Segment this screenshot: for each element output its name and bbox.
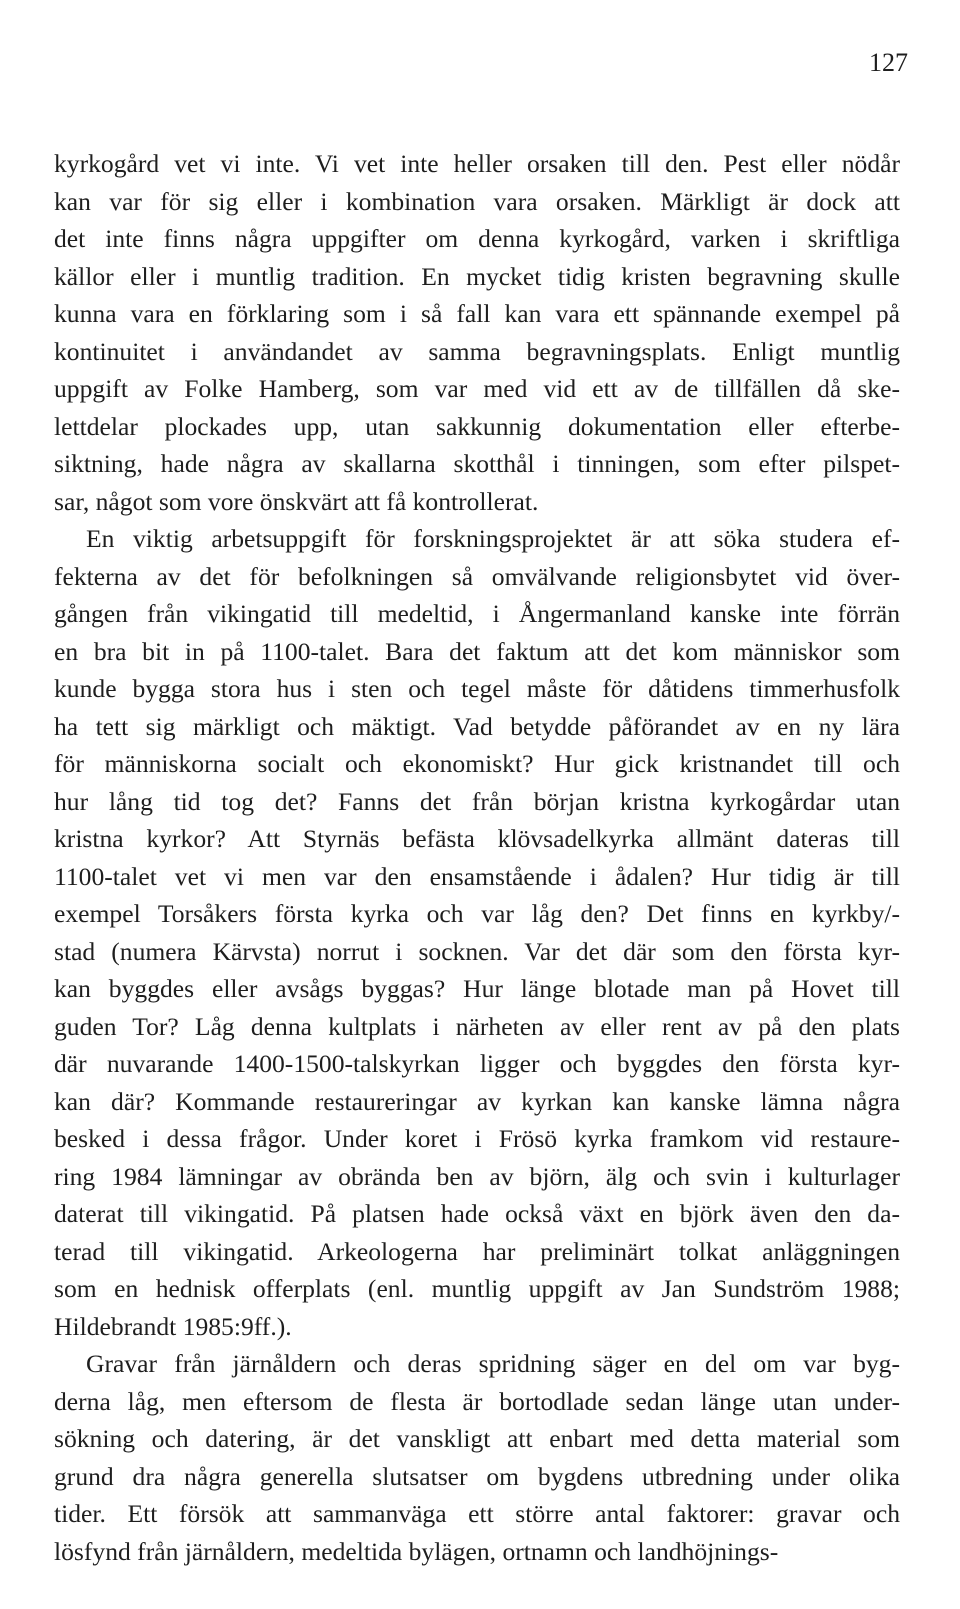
text-line: besked i dessa frågor. Under koret i Frösö kyrka framkom vid restaure-: [54, 1124, 900, 1153]
text-line: tider. Ett försök att sammanväga ett större antal faktorer: gravar och: [54, 1499, 900, 1528]
text-line: exempel Torsåkers första kyrka och var låg den? Det finns en kyrkby/-: [54, 899, 900, 928]
text-line: kunna vara en förklaring som i så fall kan vara ett spännande exempel på: [54, 299, 900, 328]
text-line: sökning och datering, är det vanskligt att enbart med detta material som: [54, 1424, 900, 1453]
text-line: källor eller i muntlig tradition. En mycket tidig kristen begravning skulle: [54, 261, 900, 291]
text-line: 1100-talet vet vi men var den ensamstående i ådalen? Hur tidig är till: [54, 861, 900, 891]
text-line: som en hednisk offerplats (enl. muntlig uppgift av Jan Sundström 1988;: [54, 1274, 900, 1303]
text-line: stad (numera Kärvsta) norrut i socknen. Var det där som den första kyr-: [54, 936, 900, 966]
text-line: ha tett sig märkligt och mäktigt. Vad betydde påförandet av en ny lära: [54, 711, 900, 741]
text-line: Gravar från järnåldern och deras spridning säger en del om var byg-: [86, 1349, 900, 1378]
page-number: 127: [869, 48, 908, 77]
text-line: kan var för sig eller i kombination vara orsaken. Märkligt är dock att: [54, 186, 900, 216]
text-line: kan där? Kommande restaureringar av kyrkan kan kanske lämna några: [54, 1086, 900, 1116]
text-line: det inte finns några uppgifter om denna kyrkogård, varken i skriftliga: [54, 224, 900, 253]
text-line: kontinuitet i användandet av samma begravningsplats. Enligt muntlig: [54, 336, 900, 366]
text-line: daterat till vikingatid. På platsen hade också växt en björk även den da-: [54, 1199, 900, 1228]
paragraph: [54, 145, 900, 520]
paragraph: [54, 520, 900, 1345]
text-line: lösfynd från järnåldern, medeltida bylägen, ortnamn och landhöjnings-: [54, 1536, 779, 1566]
text-line: fekterna av det för befolkningen så omvälvande religionsbytet vid över-: [54, 561, 900, 591]
text-line: ring 1984 lämningar av obrända ben av björn, älg och svin i kulturlager: [54, 1161, 900, 1191]
paragraph: [54, 1345, 900, 1570]
text-line: för människorna socialt och ekonomiskt? Hur gick kristnandet till och: [54, 749, 900, 778]
text-line: lettdelar plockades upp, utan sakkunnig dokumentation eller efterbe-: [54, 411, 900, 441]
text-line: en bra bit in på 1100-talet. Bara det faktum att det kom människor som: [54, 636, 900, 666]
text-line: kunde bygga stora hus i sten och tegel måste för dåtidens timmerhusfolk: [54, 674, 900, 703]
text-line: grund dra några generella slutsatser om bygdens utbredning under olika: [54, 1461, 900, 1491]
body-text: [54, 145, 900, 1570]
text-line: uppgift av Folke Hamberg, som var med vid ett av de tillfällen då ske-: [54, 374, 900, 403]
text-line: guden Tor? Låg denna kultplats i närheten av eller rent av på den plats: [54, 1011, 900, 1041]
text-line: där nuvarande 1400-1500-talskyrkan ligger och byggdes den första kyr-: [54, 1049, 900, 1078]
text-line: kan byggdes eller avsågs byggas? Hur länge blotade man på Hovet till: [54, 974, 900, 1003]
text-line: derna låg, men eftersom de flesta är bortodlade sedan länge utan under-: [54, 1386, 900, 1416]
text-line: En viktig arbetsuppgift för forskningsprojektet är att söka studera ef-: [86, 524, 900, 553]
text-line: sar, något som vore önskvärt att få kontrollerat.: [54, 486, 539, 516]
text-line: Hildebrandt 1985:9ff.).: [54, 1311, 292, 1341]
text-line: siktning, hade några av skallarna skotthål i tinningen, som efter pilspet-: [54, 449, 900, 478]
text-line: gången från vikingatid till medeltid, i Ångermanland kanske inte förrän: [54, 599, 900, 628]
text-line: kyrkogård vet vi inte. Vi vet inte heller orsaken till den. Pest eller nödår: [54, 149, 900, 178]
text-line: terad till vikingatid. Arkeologerna har preliminärt tolkat anläggningen: [54, 1236, 900, 1266]
text-line: kristna kyrkor? Att Styrnäs befästa klövsadelkyrka allmänt dateras till: [54, 824, 900, 853]
text-line: hur lång tid tog det? Fanns det från början kristna kyrkogårdar utan: [54, 786, 900, 816]
